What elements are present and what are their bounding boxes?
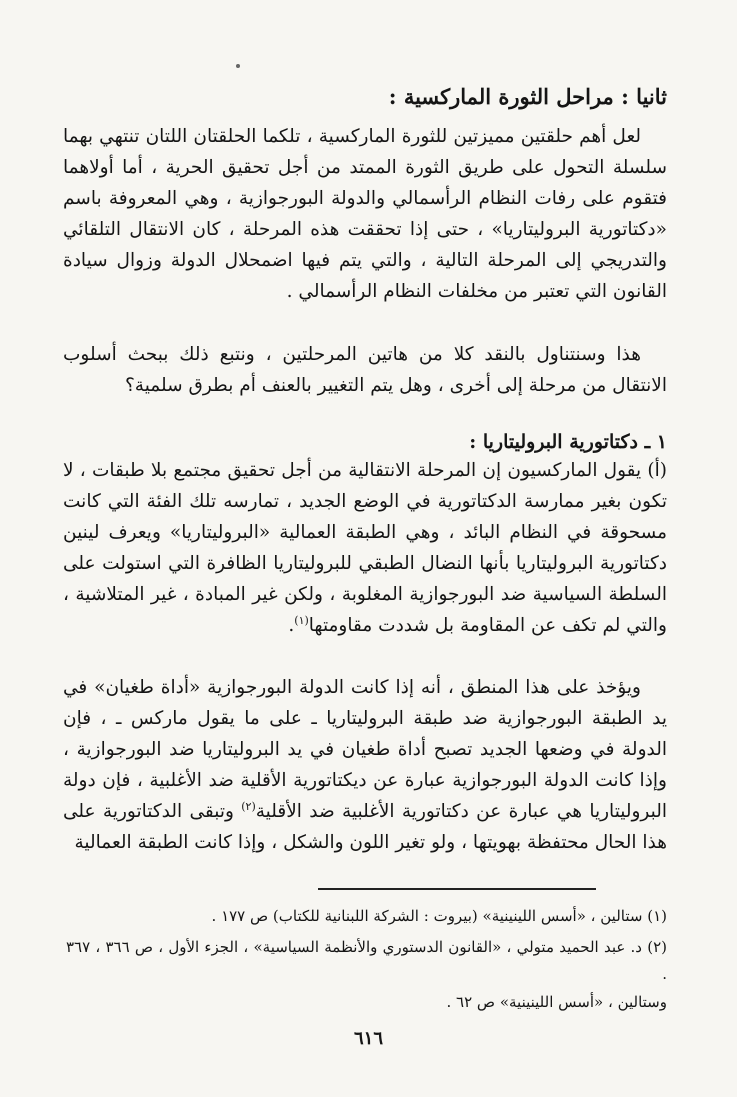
footnote-ref-1: (١)	[294, 613, 309, 627]
footnote-ref-2: (٢)	[241, 799, 256, 813]
paragraph-3-text: (أ) يقول الماركسيون إن المرحلة الانتقالية من أجل تحقيق مجتمع بلا طبقات ، لا تكون بغير ممارسة الدكتاتورية في الوضع الجديد ، تمارسه تلك الفئة التي كانت مسحوقة في النظام البائد ، وهي الطبقة العمالية «البروليتاريا» ويعرف لينين دكتاتورية البروليتاريا بأنها النضال الطبقي للبروليتاريا الظافرة التي استولت على السلطة السياسية ضد البورجوازية المغلوبة ، ولكن غير المبادة ، غير المتلاشية ، والتي لم تكف عن المقاومة بل شددت مقاومتها	[63, 460, 667, 636]
paragraph-4-text-a: ويؤخذ على هذا المنطق ، أنه إذا كانت الدولة البورجوازية «أداة طغيان» في يد الطبقة البورجوازية ضد طبقة البروليتاريا ـ على ما يقول ماركس ـ ، فإن الدولة في وضعها الجديد تصبح أداة طغيان في يد البروليتاريا ضد البورجوازية ، وإذا كانت الدولة البورجوازية عبارة عن ديكتاتورية الأقلية ضد الأغلبية ، فإن دولة البروليتاريا هي عبارة عن دكتاتورية الأغلبية ضد الأقلية	[63, 677, 667, 822]
paragraph-1: لعل أهم حلقتين مميزتين للثورة الماركسية ، تلكما الحلقتان اللتان تنتهي بهما سلسلة التحول على طريق الثورة الممتد من أجل تحقيق الحرية ، أما أولاهما فتقوم على رفات النظام الرأسمالي والدولة البورجوازية ، وهي المعروفة باسم «دكتاتورية البروليتاريا» ، حتى إذا تحققت هذه المرحلة ، كان الانتقال التلقائي والتدريجي إلى المرحلة التالية ، والتي يتم فيها اضمحلال الدولة وزوال سيادة القانون التي تعتبر من مخلفات النظام الرأسمالي .	[63, 126, 667, 302]
paragraph-3-end: .	[288, 615, 295, 636]
footnote-2: (٢) د. عبد الحميد متولي ، «القانون الدستوري والأنظمة السياسية» ، الجزء الأول ، ص ٣٦٦ ، ٣٦٧ .	[66, 938, 667, 983]
page-number: ٦١٦	[353, 1028, 383, 1049]
paragraph-2: هذا وسنتناول بالنقد كلا من هاتين المرحلتين ، ونتبع ذلك ببحث أسلوب الانتقال من مرحلة إلى أخرى ، وهل يتم التغيير بالعنف أم بطرق سلمية؟	[63, 344, 667, 396]
paragraph-3	[63, 455, 667, 641]
paragraph-4	[63, 672, 667, 858]
footnote-1: (١) ستالين ، «أسس اللينينية» (بيروت : الشركة اللبنانية للكتاب) ص ١٧٧ .	[211, 907, 667, 925]
section-heading: ثانيا : مراحل الثورة الماركسية :	[388, 84, 667, 109]
speck-mark	[236, 64, 240, 68]
footnote-3: وستالين ، «أسس اللينينية» ص ٦٢ .	[446, 993, 667, 1011]
subheading-proletariat-dictatorship: ١ ـ دكتاتورية البروليتاريا :	[469, 431, 667, 453]
footnote-divider	[318, 888, 596, 890]
paragraph-4-text-b: وتبقى الدكتاتورية على هذا الحال محتفظة بهويتها ، ولو تغير اللون والشكل ، وإذا كانت الطبقة العمالية	[63, 801, 667, 853]
